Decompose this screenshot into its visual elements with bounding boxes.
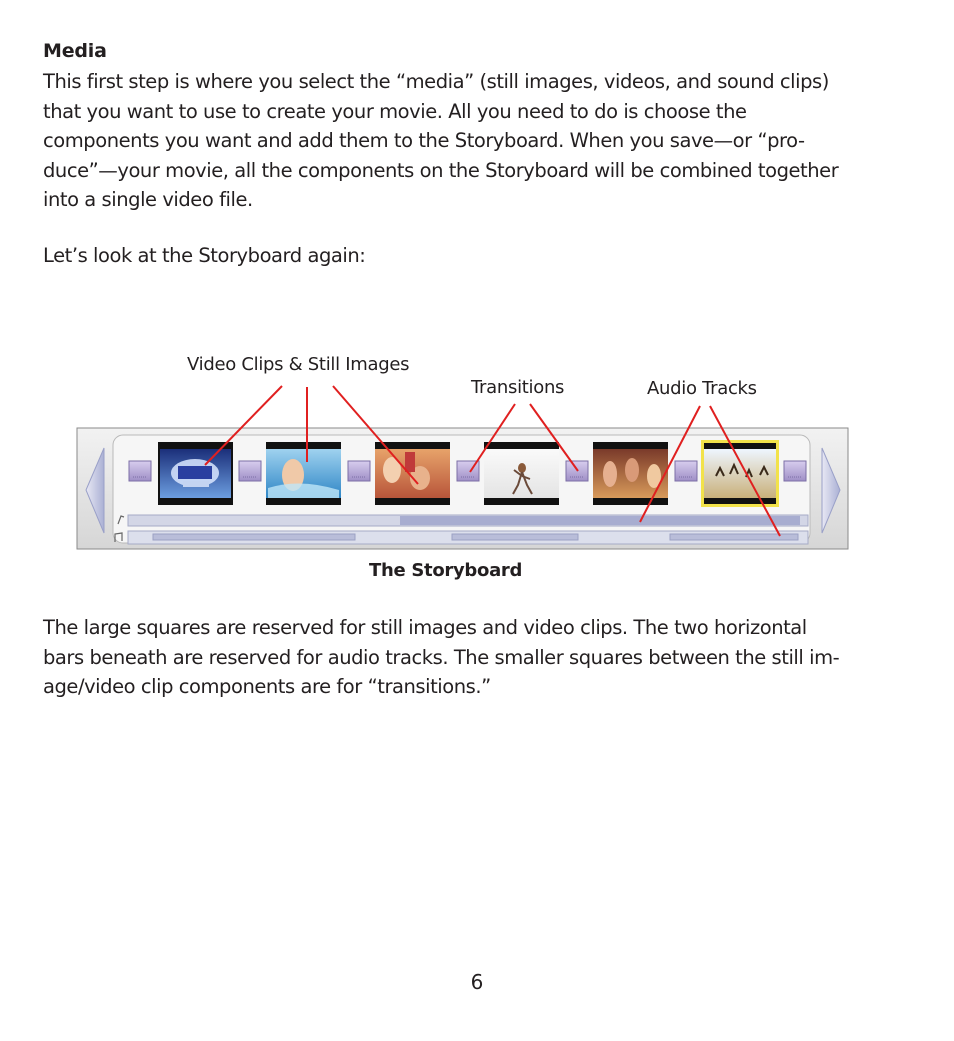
transition-slot[interactable] <box>129 461 151 481</box>
description-line: age/video clip components are for “transitions.” <box>43 675 491 698</box>
description-paragraph <box>43 613 923 702</box>
intro-line: This first step is where you select the “media” (still images, videos, and sound clips) <box>43 70 829 93</box>
clip-thumbnail[interactable] <box>484 442 559 505</box>
transition-slot[interactable] <box>675 461 697 481</box>
transition-slot[interactable] <box>348 461 370 481</box>
transitions-label: Transitions <box>471 377 565 398</box>
intro-line: that you want to use to create your movie. All you need to do is choose the <box>43 99 747 123</box>
transition-slot[interactable] <box>239 461 261 481</box>
figure-caption: The Storyboard <box>369 560 523 581</box>
audio-track-1[interactable] <box>118 515 808 526</box>
description-line: bars beneath are reserved for audio tracks. The smaller squares between the still im- <box>43 645 840 669</box>
lead-in-line: Let’s look at the Storyboard again: <box>43 244 366 267</box>
transition-slot[interactable] <box>784 461 806 481</box>
intro-line: into a single video file. <box>43 188 253 211</box>
description-line: The large squares are reserved for still images and video clips. The two horizontal <box>43 616 807 639</box>
clip-thumbnail[interactable] <box>158 442 233 505</box>
audio-track-2[interactable] <box>115 531 808 544</box>
video-clips-label: Video Clips & Still Images <box>187 354 410 375</box>
intro-line: duce”—your movie, all the components on the Storyboard will be combined together <box>43 158 839 182</box>
media-heading: Media <box>43 40 107 62</box>
audio-tracks-label: Audio Tracks <box>647 378 757 399</box>
clip-thumbnail[interactable] <box>266 442 341 505</box>
clip-thumbnail-selected[interactable] <box>701 440 779 507</box>
clip-thumbnail[interactable] <box>375 442 450 505</box>
clip-thumbnail[interactable] <box>593 442 668 505</box>
intro-line: components you want and add them to the Storyboard. When you save—or “pro- <box>43 129 805 152</box>
page-number: 6 <box>470 970 484 994</box>
